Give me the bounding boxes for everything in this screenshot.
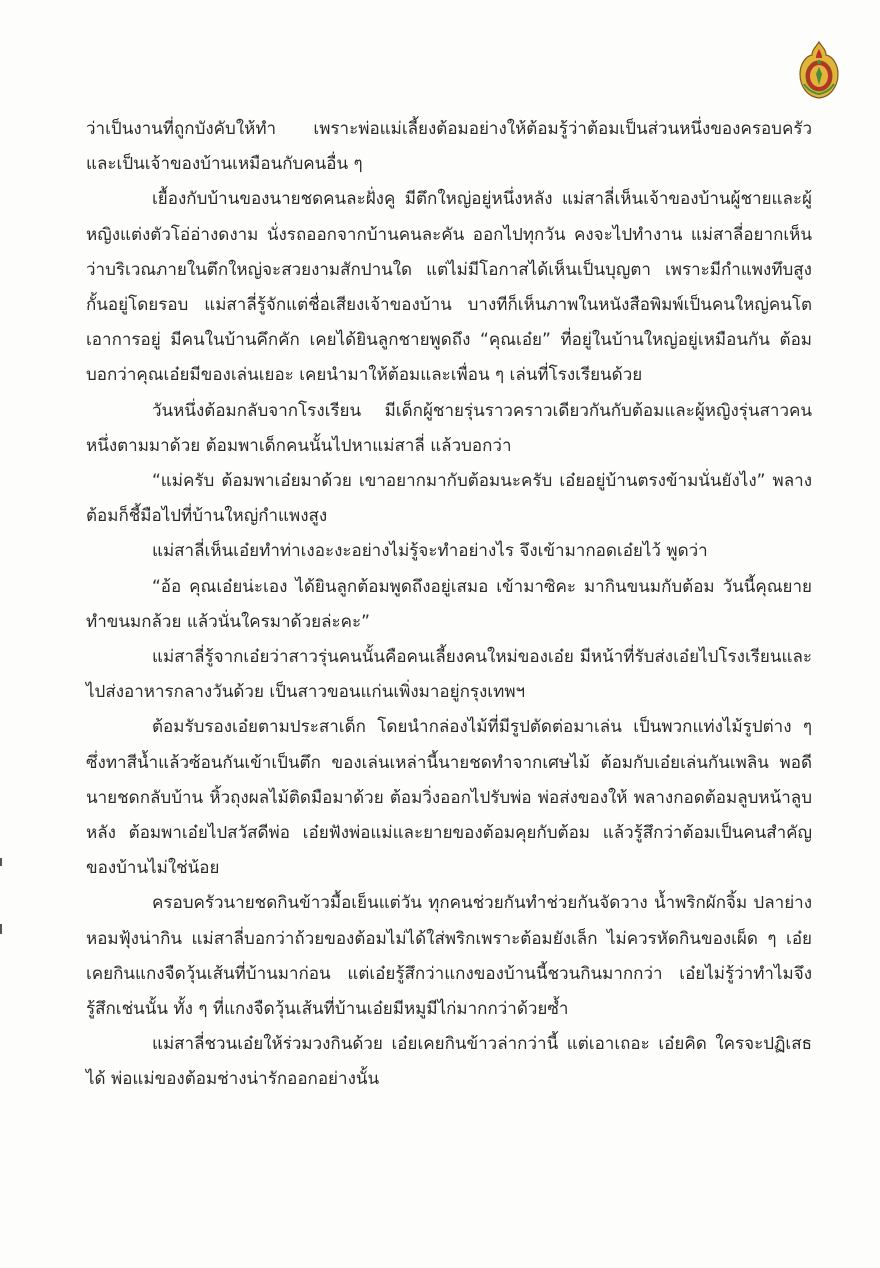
paragraph-1: ว่าเป็นงานที่ถูกบังคับให้ทำ เพราะพ่อแม่เลี้ยงต้อมอย่างให้ต้อมรู้ว่าต้อมเป็นส่วนหนึ่งของครอบครัว และเป็นเจ้าของบ้านเหมือนกับคนอื่น ๆ xyxy=(86,119,812,175)
body-text xyxy=(86,112,812,1098)
paragraph-6: “อ้อ คุณเอ๋ยน่ะเอง ได้ยินลูกต้อมพูดถึงอยู่เสมอ เข้ามาซิคะ มากินขนมกับต้อม วันนี้คุณยายทำขนมกล้วย แล้วนั่นใครมาด้วยล่ะคะ” xyxy=(86,576,812,632)
paragraph-5: แม่สาลี่เห็นเอ๋ยทำท่าเงอะงะอย่างไม่รู้จะทำอย่างไร จึงเข้ามากอดเอ๋ยไว้ พูดว่า xyxy=(152,541,708,562)
paragraph-3: วันหนึ่งต้อมกลับจากโรงเรียน มีเด็กผู้ชายรุ่นราวคราวเดียวกันกับต้อมและผู้หญิงรุ่นสาวคนหนึ่งตามมาด้วย ต้อมพาเด็กคนนั้นไปหาแม่สาลี่ แล้วบอกว่า xyxy=(86,400,812,456)
paragraph-4: “แม่ครับ ต้อมพาเอ๋ยมาด้วย เขาอยากมากับต้อมนะครับ เอ๋ยอยู่บ้านตรงข้ามนั่นยังไง” พลางต้อมก็ชี้มือไปที่บ้านใหญ่กำแพงสูง xyxy=(86,471,812,527)
royal-crest-icon xyxy=(796,40,842,100)
scan-edge-mark xyxy=(0,924,2,934)
paragraph-2: เยื้องกับบ้านของนายชดคนละฝั่งคู มีตึกใหญ่อยู่หนึ่งหลัง แม่สาลี่เห็นเจ้าของบ้านผู้ชายและผู้หญิงแต่งตัวโอ่อ่างดงาม นั่งรถออกจากบ้านคนละคัน ออกไปทุกวัน คงจะไปทำงาน แม่สาลี่อยากเห็นว่าบริเวณภายในตึกใหญ่จะสวยงามสักปานใด แต่ไม่มีโอกาสได้เห็นเป็นบุญตา เพราะมีกำแพงทึบสูงกั้นอยู่โดยรอบ แม่สาลี่รู้จักแต่ชื่อเสียงเจ้าของบ้าน บางทีก็เห็นภาพในหนังสือพิมพ์เป็นคนใหญ่คนโตเอาการอยู่ มีคนในบ้านคึกคัก เคยได้ยินลูกชายพูดถึง “คุณเอ๋ย” ที่อยู่ในบ้านใหญ่อยู่เหมือนกัน ต้อมบอกว่าคุณเอ๋ยมีของเล่นเยอะ เคยนำมาให้ต้อมและเพื่อน ๆ เล่นที่โรงเรียนด้วย xyxy=(86,189,812,386)
paragraph-7: แม่สาลี่รู้จากเอ๋ยว่าสาวรุ่นคนนั้นคือคนเลี้ยงคนใหม่ของเอ๋ย มีหน้าที่รับส่งเอ๋ยไปโรงเรียนและไปส่งอาหารกลางวันด้วย เป็นสาวขอนแก่นเพิ่งมาอยู่กรุงเทพฯ xyxy=(86,647,812,703)
paragraph-8: ต้อมรับรองเอ๋ยตามประสาเด็ก โดยนำกล่องไม้ที่มีรูปตัดต่อมาเล่น เป็นพวกแท่งไม้รูปต่าง ๆ ซึ่งทาสีน้ำแล้วซ้อนกันเข้าเป็นตึก ของเล่นเหล่านี้นายชดทำจากเศษไม้ ต้อมกับเอ๋ยเล่นกันเพลิน พอดีนายชดกลับบ้าน หิ้วถุงผลไม้ติดมือมาด้วย ต้อมวิ่งออกไปรับพ่อ พ่อส่งของให้ พลางกอดต้อมลูบหน้าลูบหลัง ต้อมพาเอ๋ยไปสวัสดีพ่อ เอ๋ยฟังพ่อแม่และยายของต้อมคุยกับต้อม แล้วรู้สึกว่าต้อมเป็นคนสำคัญของบ้านไม่ใช่น้อย xyxy=(86,717,812,879)
scan-edge-mark xyxy=(0,858,2,866)
paragraph-9: ครอบครัวนายชดกินข้าวมื้อเย็นแต่วัน ทุกคนช่วยกันทำช่วยกันจัดวาง น้ำพริกผักจิ้ม ปลาย่าง หอมฟุ้งน่ากิน แม่สาลี่บอกว่าถ้วยของต้อมไม่ได้ใส่พริกเพราะต้อมยังเล็ก ไม่ควรหัดกินของเผ็ด ๆ เอ๋ยเคยกินแกงจืดวุ้นเส้นที่บ้านมาก่อน แต่เอ๋ยรู้สึกว่าแกงของบ้านนี้ชวนกินมากกว่า เอ๋ยไม่รู้ว่าทำไมจึงรู้สึกเช่นนั้น ทั้ง ๆ ที่แกงจืดวุ้นเส้นที่บ้านเอ๋ยมีหมูมีไก่มากกว่าด้วยซ้ำ xyxy=(86,893,812,1020)
paragraph-10: แม่สาลี่ชวนเอ๋ยให้ร่วมวงกินด้วย เอ๋ยเคยกินข้าวล่ากว่านี้ แต่เอาเถอะ เอ๋ยคิด ใครจะปฏิเสธได้ พ่อแม่ของต้อมช่างน่ารักออกอย่างนั้น xyxy=(86,1034,812,1090)
